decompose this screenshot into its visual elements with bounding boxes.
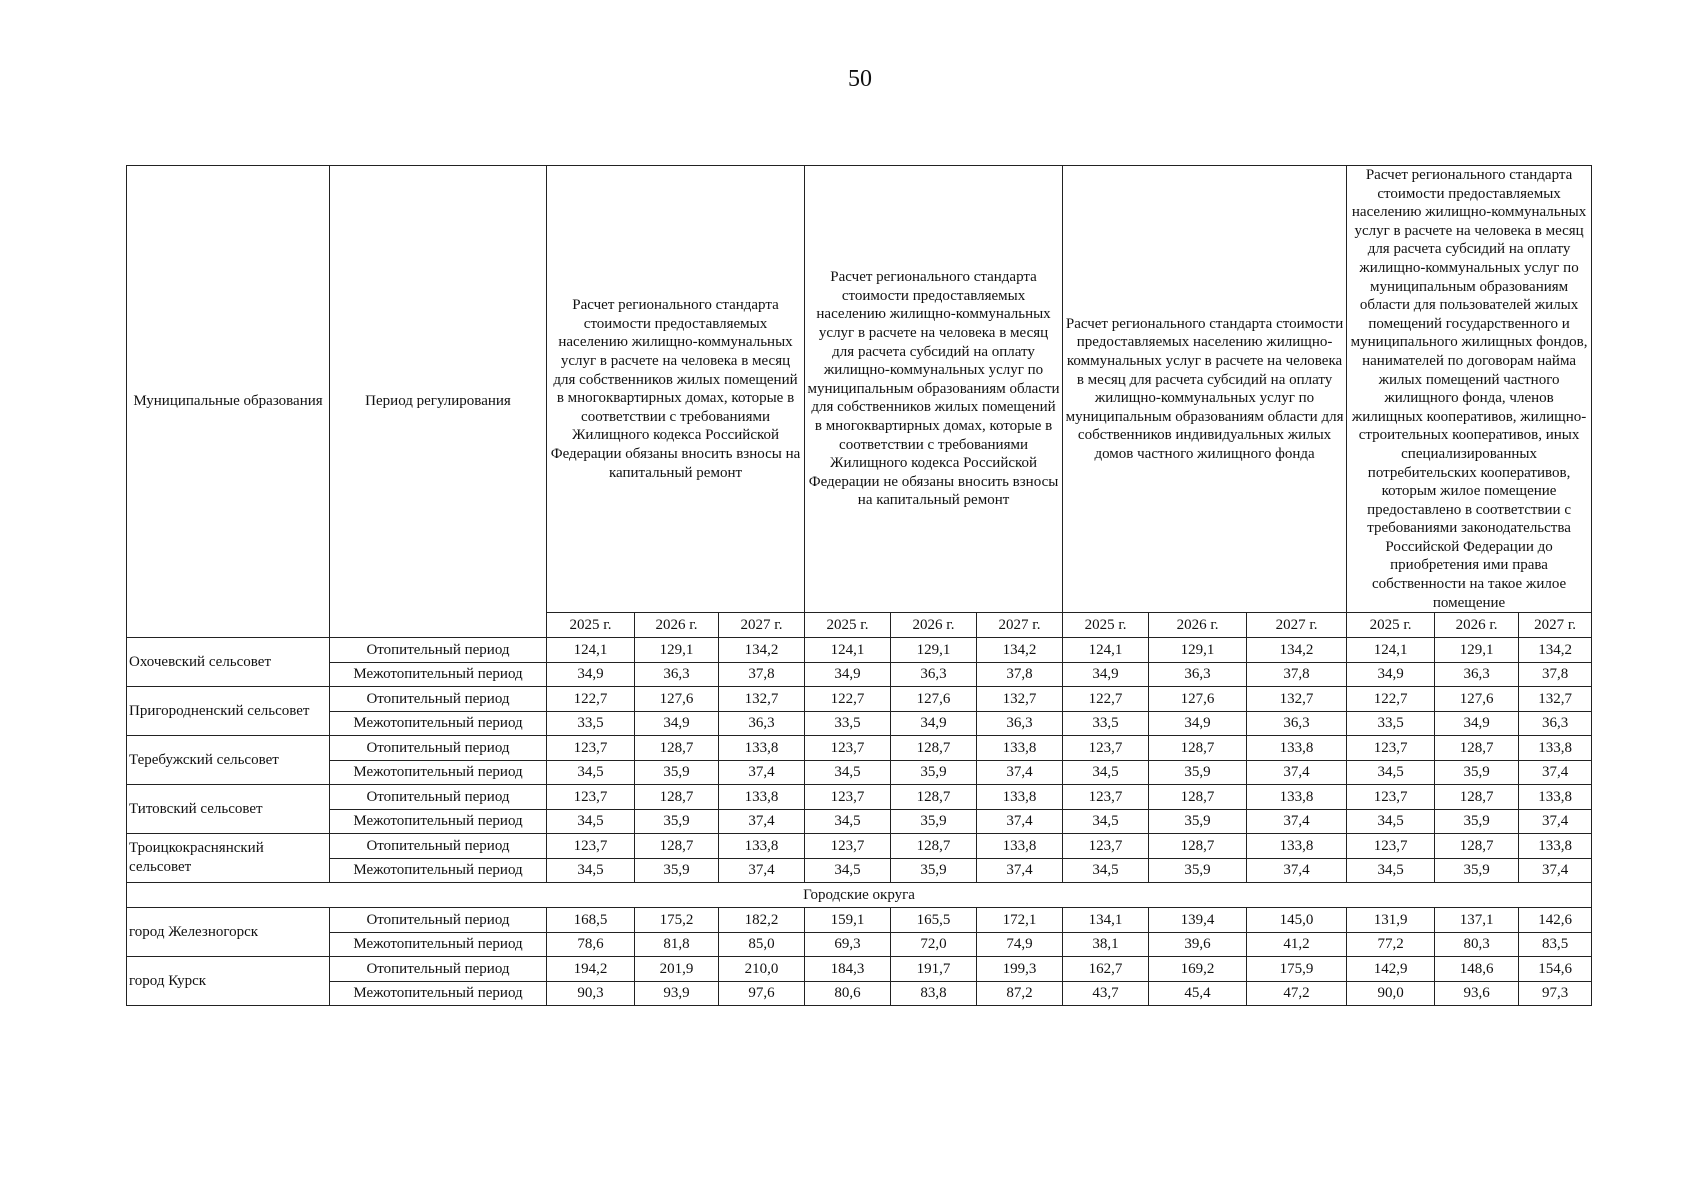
table-row bbox=[127, 908, 1592, 933]
value-cell: 90,3 bbox=[547, 981, 635, 1006]
value-cell: 123,7 bbox=[1063, 834, 1149, 859]
value-cell: 132,7 bbox=[1247, 687, 1347, 712]
value-cell: 34,5 bbox=[1347, 809, 1435, 834]
value-cell: 123,7 bbox=[1347, 834, 1435, 859]
header-period: Период регулирования bbox=[330, 166, 547, 638]
table-row bbox=[127, 736, 1592, 761]
period-heating: Отопительный период bbox=[330, 785, 547, 810]
value-cell: 38,1 bbox=[1063, 932, 1149, 957]
value-cell: 34,9 bbox=[891, 711, 977, 736]
table-row bbox=[127, 809, 1592, 834]
value-cell: 133,8 bbox=[1247, 785, 1347, 810]
table-row bbox=[127, 785, 1592, 810]
value-cell: 34,9 bbox=[1149, 711, 1247, 736]
value-cell: 83,5 bbox=[1519, 932, 1592, 957]
value-cell: 123,7 bbox=[547, 785, 635, 810]
value-cell: 37,4 bbox=[1247, 760, 1347, 785]
value-cell: 37,4 bbox=[719, 809, 805, 834]
value-cell: 33,5 bbox=[1063, 711, 1149, 736]
value-cell: 172,1 bbox=[977, 908, 1063, 933]
value-cell: 129,1 bbox=[635, 638, 719, 663]
value-cell: 37,4 bbox=[977, 809, 1063, 834]
value-cell: 201,9 bbox=[635, 957, 719, 982]
value-cell: 35,9 bbox=[1435, 760, 1519, 785]
period-heating: Отопительный период bbox=[330, 736, 547, 761]
value-cell: 127,6 bbox=[635, 687, 719, 712]
section-rows bbox=[127, 883, 1592, 908]
value-cell: 37,4 bbox=[1519, 760, 1592, 785]
value-cell: 34,9 bbox=[1063, 662, 1149, 687]
period-heating: Отопительный период bbox=[330, 687, 547, 712]
period-heating: Отопительный период bbox=[330, 908, 547, 933]
value-cell: 131,9 bbox=[1347, 908, 1435, 933]
value-cell: 45,4 bbox=[1149, 981, 1247, 1006]
value-cell: 122,7 bbox=[547, 687, 635, 712]
value-cell: 43,7 bbox=[1063, 981, 1149, 1006]
year-header: 2026 г. bbox=[635, 613, 719, 638]
table-row bbox=[127, 760, 1592, 785]
value-cell: 124,1 bbox=[1347, 638, 1435, 663]
value-cell: 134,2 bbox=[719, 638, 805, 663]
year-header: 2026 г. bbox=[1435, 613, 1519, 638]
value-cell: 35,9 bbox=[1435, 809, 1519, 834]
value-cell: 124,1 bbox=[1063, 638, 1149, 663]
value-cell: 128,7 bbox=[1435, 736, 1519, 761]
value-cell: 37,4 bbox=[1519, 809, 1592, 834]
value-cell: 199,3 bbox=[977, 957, 1063, 982]
value-cell: 37,4 bbox=[1247, 858, 1347, 883]
value-cell: 39,6 bbox=[1149, 932, 1247, 957]
value-cell: 133,8 bbox=[1247, 834, 1347, 859]
table-row bbox=[127, 858, 1592, 883]
value-cell: 210,0 bbox=[719, 957, 805, 982]
period-nonheating: Межотопительный период bbox=[330, 858, 547, 883]
municipality-name: Троицкокраснянский сельсовет bbox=[127, 834, 330, 883]
value-cell: 133,8 bbox=[1247, 736, 1347, 761]
value-cell: 122,7 bbox=[1347, 687, 1435, 712]
value-cell: 35,9 bbox=[635, 809, 719, 834]
value-cell: 87,2 bbox=[977, 981, 1063, 1006]
value-cell: 127,6 bbox=[891, 687, 977, 712]
value-cell: 34,5 bbox=[805, 858, 891, 883]
municipality-name: Пригородненский сельсовет bbox=[127, 687, 330, 736]
value-cell: 123,7 bbox=[1347, 736, 1435, 761]
period-heating: Отопительный период bbox=[330, 638, 547, 663]
value-cell: 72,0 bbox=[891, 932, 977, 957]
value-cell: 34,5 bbox=[547, 809, 635, 834]
value-cell: 139,4 bbox=[1149, 908, 1247, 933]
period-nonheating: Межотопительный период bbox=[330, 662, 547, 687]
value-cell: 128,7 bbox=[891, 785, 977, 810]
value-cell: 123,7 bbox=[547, 834, 635, 859]
urban-rows bbox=[127, 908, 1592, 1006]
value-cell: 33,5 bbox=[1347, 711, 1435, 736]
value-cell: 34,9 bbox=[547, 662, 635, 687]
value-cell: 37,8 bbox=[719, 662, 805, 687]
value-cell: 134,2 bbox=[977, 638, 1063, 663]
rural-rows bbox=[127, 638, 1592, 883]
value-cell: 123,7 bbox=[1063, 785, 1149, 810]
value-cell: 34,9 bbox=[635, 711, 719, 736]
value-cell: 191,7 bbox=[891, 957, 977, 982]
value-cell: 35,9 bbox=[1149, 760, 1247, 785]
table-row bbox=[127, 932, 1592, 957]
value-cell: 37,4 bbox=[719, 858, 805, 883]
value-cell: 35,9 bbox=[891, 760, 977, 785]
value-cell: 133,8 bbox=[1519, 834, 1592, 859]
value-cell: 133,8 bbox=[977, 834, 1063, 859]
value-cell: 137,1 bbox=[1435, 908, 1519, 933]
value-cell: 37,4 bbox=[1247, 809, 1347, 834]
value-cell: 148,6 bbox=[1435, 957, 1519, 982]
value-cell: 36,3 bbox=[719, 711, 805, 736]
value-cell: 34,9 bbox=[1435, 711, 1519, 736]
period-nonheating: Межотопительный период bbox=[330, 981, 547, 1006]
value-cell: 128,7 bbox=[635, 736, 719, 761]
page-number: 50 bbox=[848, 66, 872, 92]
value-cell: 37,4 bbox=[977, 760, 1063, 785]
year-header: 2025 г. bbox=[1063, 613, 1149, 638]
year-header: 2027 г. bbox=[719, 613, 805, 638]
period-heating: Отопительный период bbox=[330, 957, 547, 982]
value-cell: 36,3 bbox=[1519, 711, 1592, 736]
value-cell: 36,3 bbox=[1435, 662, 1519, 687]
table-row bbox=[127, 638, 1592, 663]
value-cell: 80,3 bbox=[1435, 932, 1519, 957]
value-cell: 80,6 bbox=[805, 981, 891, 1006]
value-cell: 162,7 bbox=[1063, 957, 1149, 982]
municipality-name: Охочевский сельсовет bbox=[127, 638, 330, 687]
value-cell: 35,9 bbox=[1435, 858, 1519, 883]
value-cell: 129,1 bbox=[891, 638, 977, 663]
value-cell: 35,9 bbox=[1149, 858, 1247, 883]
standards-table bbox=[126, 165, 1592, 1006]
year-header: 2025 г. bbox=[805, 613, 891, 638]
value-cell: 35,9 bbox=[635, 760, 719, 785]
value-cell: 83,8 bbox=[891, 981, 977, 1006]
value-cell: 134,2 bbox=[1519, 638, 1592, 663]
value-cell: 128,7 bbox=[1149, 736, 1247, 761]
value-cell: 93,9 bbox=[635, 981, 719, 1006]
header-group-1: Расчет регионального стандарта стоимости предоставляемых населению жилищно-коммунальных услуг в расчете на человека в месяц для собственников жилых помещений в многоквартирных домах, которые в соответствии с требованиями Жилищного кодекса Российской Федерации обязаны вносить взносы на капитальный ремонт bbox=[547, 166, 805, 613]
year-header: 2026 г. bbox=[1149, 613, 1247, 638]
value-cell: 34,5 bbox=[1347, 760, 1435, 785]
value-cell: 35,9 bbox=[635, 858, 719, 883]
value-cell: 122,7 bbox=[1063, 687, 1149, 712]
period-nonheating: Межотопительный период bbox=[330, 809, 547, 834]
municipality-name: город Курск bbox=[127, 957, 330, 1006]
value-cell: 34,5 bbox=[805, 760, 891, 785]
value-cell: 41,2 bbox=[1247, 932, 1347, 957]
value-cell: 37,8 bbox=[977, 662, 1063, 687]
value-cell: 78,6 bbox=[547, 932, 635, 957]
municipality-name: город Железногорск bbox=[127, 908, 330, 957]
value-cell: 132,7 bbox=[1519, 687, 1592, 712]
value-cell: 154,6 bbox=[1519, 957, 1592, 982]
value-cell: 127,6 bbox=[1149, 687, 1247, 712]
value-cell: 37,4 bbox=[1519, 858, 1592, 883]
header-municipality: Муниципальные образования bbox=[127, 166, 330, 638]
value-cell: 47,2 bbox=[1247, 981, 1347, 1006]
value-cell: 33,5 bbox=[547, 711, 635, 736]
value-cell: 175,2 bbox=[635, 908, 719, 933]
value-cell: 122,7 bbox=[805, 687, 891, 712]
value-cell: 34,5 bbox=[1063, 858, 1149, 883]
value-cell: 123,7 bbox=[1063, 736, 1149, 761]
value-cell: 35,9 bbox=[891, 809, 977, 834]
value-cell: 133,8 bbox=[977, 785, 1063, 810]
year-header: 2027 г. bbox=[1519, 613, 1592, 638]
value-cell: 33,5 bbox=[805, 711, 891, 736]
value-cell: 123,7 bbox=[805, 785, 891, 810]
value-cell: 133,8 bbox=[719, 834, 805, 859]
value-cell: 77,2 bbox=[1347, 932, 1435, 957]
value-cell: 74,9 bbox=[977, 932, 1063, 957]
value-cell: 36,3 bbox=[1149, 662, 1247, 687]
section-header-urban: Городские округа bbox=[127, 883, 1592, 908]
year-header: 2026 г. bbox=[891, 613, 977, 638]
value-cell: 36,3 bbox=[1247, 711, 1347, 736]
value-cell: 37,4 bbox=[719, 760, 805, 785]
table-row bbox=[127, 834, 1592, 859]
value-cell: 129,1 bbox=[1435, 638, 1519, 663]
value-cell: 133,8 bbox=[1519, 785, 1592, 810]
value-cell: 128,7 bbox=[1435, 785, 1519, 810]
value-cell: 34,5 bbox=[547, 760, 635, 785]
municipality-name: Титовский сельсовет bbox=[127, 785, 330, 834]
value-cell: 34,9 bbox=[1347, 662, 1435, 687]
year-header: 2025 г. bbox=[1347, 613, 1435, 638]
period-nonheating: Межотопительный период bbox=[330, 711, 547, 736]
value-cell: 129,1 bbox=[1149, 638, 1247, 663]
value-cell: 128,7 bbox=[1149, 834, 1247, 859]
value-cell: 35,9 bbox=[891, 858, 977, 883]
value-cell: 34,9 bbox=[805, 662, 891, 687]
value-cell: 133,8 bbox=[719, 785, 805, 810]
value-cell: 165,5 bbox=[891, 908, 977, 933]
value-cell: 97,3 bbox=[1519, 981, 1592, 1006]
table-row bbox=[127, 981, 1592, 1006]
value-cell: 128,7 bbox=[635, 834, 719, 859]
year-header: 2025 г. bbox=[547, 613, 635, 638]
period-nonheating: Межотопительный период bbox=[330, 760, 547, 785]
table-row bbox=[127, 687, 1592, 712]
table-row bbox=[127, 662, 1592, 687]
value-cell: 133,8 bbox=[719, 736, 805, 761]
value-cell: 123,7 bbox=[547, 736, 635, 761]
value-cell: 128,7 bbox=[1149, 785, 1247, 810]
value-cell: 123,7 bbox=[805, 834, 891, 859]
year-header: 2027 г. bbox=[977, 613, 1063, 638]
year-header: 2027 г. bbox=[1247, 613, 1347, 638]
value-cell: 182,2 bbox=[719, 908, 805, 933]
value-cell: 35,9 bbox=[1149, 809, 1247, 834]
period-nonheating: Межотопительный период bbox=[330, 932, 547, 957]
value-cell: 69,3 bbox=[805, 932, 891, 957]
value-cell: 34,5 bbox=[547, 858, 635, 883]
value-cell: 124,1 bbox=[805, 638, 891, 663]
value-cell: 93,6 bbox=[1435, 981, 1519, 1006]
header-row bbox=[127, 166, 1592, 613]
value-cell: 123,7 bbox=[1347, 785, 1435, 810]
header-group-2: Расчет регионального стандарта стоимости предоставляемых населению жилищно-коммунальных услуг в расчете на человека в месяц для расчета субсидий на оплату жилищно-коммунальных услуг по муниципальным образованиям области для собственников жилых помещений в многоквартирных домах, которые в соответствии с требованиями Жилищного кодекса Российской Федерации не обязаны вносить взносы на капитальный ремонт bbox=[805, 166, 1063, 613]
value-cell: 128,7 bbox=[1435, 834, 1519, 859]
value-cell: 168,5 bbox=[547, 908, 635, 933]
value-cell: 127,6 bbox=[1435, 687, 1519, 712]
table-row bbox=[127, 711, 1592, 736]
value-cell: 134,2 bbox=[1247, 638, 1347, 663]
value-cell: 134,1 bbox=[1063, 908, 1149, 933]
value-cell: 128,7 bbox=[891, 834, 977, 859]
value-cell: 194,2 bbox=[547, 957, 635, 982]
value-cell: 90,0 bbox=[1347, 981, 1435, 1006]
value-cell: 169,2 bbox=[1149, 957, 1247, 982]
value-cell: 175,9 bbox=[1247, 957, 1347, 982]
header-group-3: Расчет регионального стандарта стоимости предоставляемых населению жилищно-коммунальных услуг в расчете на человека в месяц для расчета субсидий на оплату жилищно-коммунальных услуг по муниципальным образованиям области для собственников индивидуальных жилых домов частного жилищного фонда bbox=[1063, 166, 1347, 613]
value-cell: 124,1 bbox=[547, 638, 635, 663]
value-cell: 128,7 bbox=[891, 736, 977, 761]
value-cell: 85,0 bbox=[719, 932, 805, 957]
value-cell: 142,6 bbox=[1519, 908, 1592, 933]
value-cell: 128,7 bbox=[635, 785, 719, 810]
value-cell: 159,1 bbox=[805, 908, 891, 933]
value-cell: 132,7 bbox=[977, 687, 1063, 712]
value-cell: 81,8 bbox=[635, 932, 719, 957]
value-cell: 145,0 bbox=[1247, 908, 1347, 933]
municipality-name: Теребужский сельсовет bbox=[127, 736, 330, 785]
value-cell: 34,5 bbox=[805, 809, 891, 834]
value-cell: 37,4 bbox=[977, 858, 1063, 883]
value-cell: 34,5 bbox=[1063, 809, 1149, 834]
value-cell: 36,3 bbox=[977, 711, 1063, 736]
value-cell: 34,5 bbox=[1347, 858, 1435, 883]
value-cell: 142,9 bbox=[1347, 957, 1435, 982]
value-cell: 132,7 bbox=[719, 687, 805, 712]
value-cell: 37,8 bbox=[1519, 662, 1592, 687]
value-cell: 133,8 bbox=[1519, 736, 1592, 761]
value-cell: 97,6 bbox=[719, 981, 805, 1006]
header-group-4: Расчет регионального стандарта стоимости предоставляемых населению жилищно-коммунальных услуг в расчете на человека в месяц для расчета субсидий на оплату жилищно-коммунальных услуг по муниципальным образованиям области для пользователей жилых помещений государственного и муниципального жилищных фондов, нанимателей по договорам найма жилых помещений частного жилищного фонда, членов жилищных кооперативов, жилищно-строительных кооперативов, иных специализированных потребительских кооперативов, которым жилое помещение предоставлено в соответствии с требованиями законодательства Российской Федерации до приобретения ими права собственности на такое жилое помещение bbox=[1347, 166, 1592, 613]
value-cell: 184,3 bbox=[805, 957, 891, 982]
value-cell: 36,3 bbox=[635, 662, 719, 687]
value-cell: 34,5 bbox=[1063, 760, 1149, 785]
table-row bbox=[127, 957, 1592, 982]
value-cell: 133,8 bbox=[977, 736, 1063, 761]
value-cell: 123,7 bbox=[805, 736, 891, 761]
section-row bbox=[127, 883, 1592, 908]
period-heating: Отопительный период bbox=[330, 834, 547, 859]
value-cell: 36,3 bbox=[891, 662, 977, 687]
value-cell: 37,8 bbox=[1247, 662, 1347, 687]
